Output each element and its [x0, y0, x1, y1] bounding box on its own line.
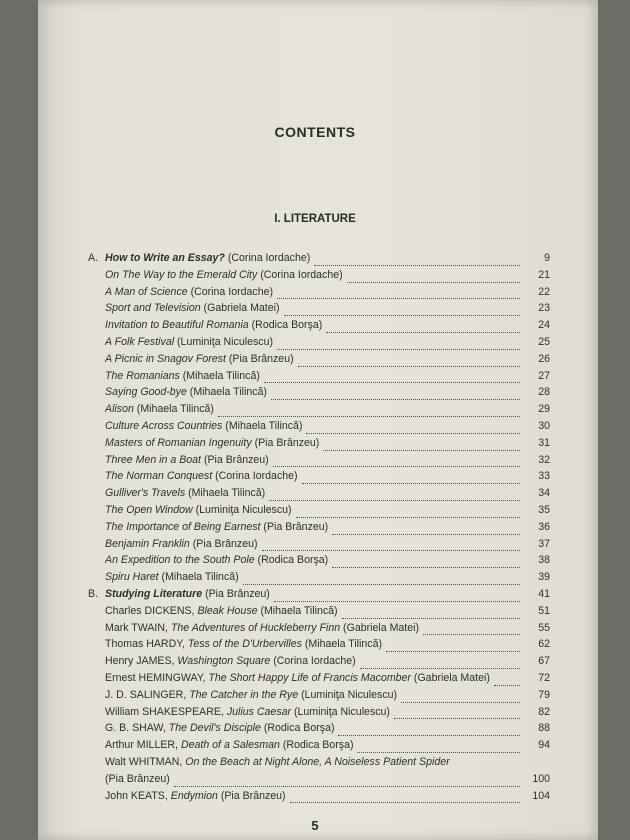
toc-title: How to Write an Essay? [105, 252, 225, 264]
toc-page-number: 21 [538, 268, 550, 281]
toc-page-number: 23 [538, 302, 550, 315]
dot-leader [314, 264, 520, 266]
toc-entry [88, 756, 550, 773]
toc-entry-text [105, 672, 490, 684]
contents-title: CONTENTS [274, 124, 356, 140]
dot-leader [394, 717, 520, 719]
toc-author: (Pia Brânzeu) [260, 520, 329, 533]
toc-page-number: 31 [538, 436, 550, 449]
toc-entry-text [105, 504, 292, 516]
toc-author: (Rodica Borşa) [260, 722, 335, 735]
toc-author-prefix: John KEATS, [105, 789, 171, 802]
toc-entry-text [105, 739, 353, 751]
toc-title: Invitation to Beautiful Romania [105, 319, 249, 332]
toc-author: (Mihaela Tilincă) [301, 638, 382, 651]
toc-title: The Devil's Disciple [168, 722, 261, 735]
dot-leader [243, 583, 520, 585]
toc-title: On the Beach at Night Alone, A Noiseless Patient Spider [185, 755, 450, 768]
toc-title: Bleak House [197, 604, 258, 617]
dot-leader [277, 348, 520, 350]
toc-page-number: 79 [538, 688, 550, 701]
toc-page-number: 29 [538, 403, 550, 416]
toc-entry [88, 588, 550, 605]
toc-author: (Pia Brânzeu) [201, 453, 269, 466]
toc-author: (Gabriela Matei) [200, 302, 280, 315]
dot-leader [423, 633, 520, 635]
toc-entry [88, 655, 550, 672]
toc-title: Tess of the D'Urbervilles [187, 638, 302, 651]
toc-author-prefix: Arthur MILLER, [105, 739, 181, 752]
toc-author: (Mihaela Tilincă) [185, 487, 266, 500]
toc-title: The Importance of Being Earnest [105, 520, 261, 533]
toc-entry-text [105, 252, 310, 264]
toc-author: (Mihaela Tilincă) [133, 403, 214, 416]
toc-title: A Folk Festival [105, 335, 175, 348]
dot-leader [347, 281, 520, 283]
toc-author: (Corina Iordache) [257, 268, 343, 281]
toc-title: An Expedition to the South Pole [105, 554, 255, 567]
toc-title: The Short Happy Life of Francis Macomber [208, 671, 411, 684]
toc-page-number: 34 [538, 487, 550, 500]
toc-page-number: 35 [538, 503, 550, 516]
toc-title: On The Way to the Emerald City [105, 268, 258, 281]
toc-entry-text [105, 722, 334, 734]
toc-title: The Adventures of Huckleberry Finn [170, 621, 341, 634]
toc-title: Studying Literature [105, 587, 203, 600]
toc-page-number: 26 [538, 352, 550, 365]
dot-leader [218, 415, 520, 417]
toc-page-number: 94 [538, 739, 550, 752]
toc-title: Masters of Romanian Ingenuity [105, 436, 252, 449]
toc-entry [88, 336, 550, 353]
toc-page-number: 67 [538, 655, 550, 668]
toc-author: (Corina Iordache) [270, 655, 356, 668]
toc-entry [88, 353, 550, 370]
toc-page-number: 9 [544, 252, 550, 264]
toc-page-number: 39 [538, 571, 550, 584]
toc-page-number: 33 [538, 470, 550, 483]
toc-entry [88, 403, 550, 420]
toc-entry [88, 722, 550, 739]
toc-page-number: 30 [538, 419, 550, 432]
toc-author-prefix: Thomas HARDY, [105, 638, 188, 651]
toc-author: (Rodica Borşa) [248, 319, 323, 332]
toc-entry-text [105, 454, 269, 466]
toc-title: Benjamin Franklin [105, 537, 190, 550]
toc-entry-text [105, 622, 419, 634]
toc-entry [88, 571, 550, 588]
toc-author: (Mihaela Tilincă) [186, 386, 267, 399]
dot-leader [271, 398, 520, 400]
toc-entry [88, 605, 550, 622]
toc-author: (Gabriela Matei) [410, 671, 490, 684]
toc-title: The Romanians [105, 369, 180, 382]
toc-author: (Corina Iordache) [212, 470, 298, 483]
toc-entry [88, 386, 550, 403]
toc-page-number: 22 [538, 285, 550, 298]
toc-page-number: 104 [532, 789, 550, 802]
toc-entry-text [105, 370, 260, 382]
toc-entry [88, 370, 550, 387]
toc-entry-text [105, 689, 397, 701]
toc-page-number: 38 [538, 554, 550, 567]
toc-entry [88, 504, 550, 521]
toc-title: Alison [105, 403, 134, 416]
toc-author: (Luminiţa Niculescu) [192, 503, 292, 516]
toc-entry-text [105, 554, 328, 566]
toc-title: Gulliver's Travels [105, 487, 186, 500]
toc-page-number: 82 [538, 705, 550, 718]
toc-author-prefix: William SHAKESPEARE, [105, 705, 227, 718]
toc-entry [88, 706, 550, 723]
toc-author: (Pia Brânzeu) [202, 587, 270, 600]
toc-entry-text [105, 655, 356, 667]
toc-page-number: 32 [538, 453, 550, 466]
dot-leader [323, 449, 520, 451]
toc-page-number: 51 [538, 604, 550, 617]
toc-entry-text [105, 470, 298, 482]
dot-leader [338, 734, 520, 736]
toc-entry [88, 437, 550, 454]
toc-entry-text [105, 487, 265, 499]
dot-leader [273, 465, 520, 467]
toc-page-number: 28 [538, 386, 550, 399]
toc-entry-text [105, 605, 338, 617]
dot-leader [494, 684, 520, 686]
toc-author: (Mihaela Tilincă) [179, 369, 260, 382]
toc-entry-text [105, 403, 214, 415]
toc-entry-text [105, 302, 280, 314]
toc-entry [88, 672, 550, 689]
toc-entry-text [105, 773, 170, 785]
toc-entry-text [105, 638, 382, 650]
section-heading: I. LITERATURE [274, 213, 356, 225]
toc-author-prefix: J. D. SALINGER, [105, 688, 190, 701]
toc-page-number: 88 [538, 722, 550, 735]
toc-page-number: 62 [538, 638, 550, 651]
dot-leader [269, 499, 520, 501]
toc-author: (Rodica Borşa) [254, 554, 329, 567]
toc-entry [88, 454, 550, 471]
toc-entry-text [105, 420, 302, 432]
toc-author: (Rodica Borşa) [279, 739, 354, 752]
toc-marker: A. [88, 252, 99, 264]
toc-page-number: 24 [538, 319, 550, 332]
toc-author-prefix: Mark TWAIN, [105, 621, 171, 634]
dot-leader [332, 566, 520, 568]
toc-entry [88, 269, 550, 286]
toc-entry [88, 487, 550, 504]
toc-title: Endymion [170, 789, 218, 802]
toc-title: Three Men in a Boat [105, 453, 201, 466]
toc-entry-text [105, 538, 258, 550]
toc-page-number: 72 [538, 671, 550, 684]
dot-leader [174, 785, 520, 787]
toc-entry [88, 689, 550, 706]
toc-author: (Pia Brânzeu) [251, 436, 320, 449]
toc-title: The Norman Conquest [105, 470, 213, 483]
table-of-contents [88, 252, 550, 806]
dot-leader [296, 516, 520, 518]
toc-entry [88, 554, 550, 571]
toc-entry-text [105, 437, 319, 449]
toc-author: (Pia Brânzeu) [189, 537, 258, 550]
toc-entry-text [105, 756, 450, 768]
toc-title: Death of a Salesman [180, 739, 280, 752]
toc-author: (Gabriela Matei) [340, 621, 419, 634]
toc-entry-text [105, 336, 273, 348]
toc-title: Washington Square [177, 655, 271, 668]
toc-author: (Luminiţa Niculescu) [291, 705, 390, 718]
toc-title: A Picnic in Snagov Forest [105, 352, 226, 365]
toc-page-number: 55 [538, 621, 550, 634]
dot-leader [290, 801, 520, 803]
toc-author: (Mihaela Tilincă) [222, 419, 303, 432]
toc-entry-text [105, 588, 270, 600]
dot-leader [262, 549, 520, 551]
toc-page-number: 27 [538, 369, 550, 382]
toc-author: (Pia Brânzeu) [225, 352, 294, 365]
dot-leader [326, 331, 520, 333]
dot-leader [401, 701, 520, 703]
toc-author: (Corina Iordache) [224, 252, 311, 264]
toc-author: (Mihaela Tilincă) [257, 604, 338, 617]
toc-entry-text [105, 286, 273, 298]
toc-entry [88, 319, 550, 336]
toc-entry-text [105, 571, 239, 583]
toc-author: (Mihaela Tilincă) [158, 571, 239, 584]
toc-entry-text [105, 706, 390, 718]
toc-entry-text [105, 386, 267, 398]
toc-author: (Corina Iordache) [187, 285, 274, 298]
dot-leader [284, 314, 521, 316]
toc-author-prefix: G. B. SHAW, [105, 722, 169, 735]
toc-page-number: 37 [538, 537, 550, 550]
dot-leader [342, 617, 520, 619]
toc-author-prefix: Walt WHITMAN, [105, 755, 186, 768]
toc-entry-text [105, 269, 343, 281]
toc-title: Culture Across Countries [105, 419, 223, 432]
toc-title: Saying Good-bye [105, 386, 187, 399]
dot-leader [360, 667, 520, 669]
toc-title: The Open Window [105, 503, 193, 516]
toc-title: Sport and Television [105, 302, 201, 315]
toc-entry-text [105, 319, 322, 331]
toc-entry [88, 538, 550, 555]
toc-page-number: 36 [538, 520, 550, 533]
toc-entry [88, 638, 550, 655]
dot-leader [302, 482, 520, 484]
toc-author-prefix: Charles DICKENS, [105, 604, 198, 617]
dot-leader [306, 432, 520, 434]
toc-author: (Luminiţa Niculescu) [174, 335, 273, 348]
toc-entry [88, 773, 550, 790]
toc-entry-text [105, 790, 286, 802]
toc-page-number: 25 [538, 335, 550, 348]
toc-author: (Luminiţa Niculescu) [298, 688, 398, 701]
toc-entry [88, 286, 550, 303]
dot-leader [298, 365, 520, 367]
dot-leader [357, 751, 520, 753]
toc-author: (Pia Brânzeu) [217, 789, 286, 802]
toc-author: (Pia Brânzeu) [105, 772, 170, 785]
toc-entry [88, 739, 550, 756]
dot-leader [274, 600, 520, 602]
toc-page-number: 100 [532, 772, 550, 785]
toc-title: Julius Caesar [226, 705, 292, 718]
dot-leader [332, 533, 520, 535]
toc-entry [88, 302, 550, 319]
toc-author-prefix: Ernest HEMINGWAY, [105, 671, 209, 684]
toc-entry [88, 790, 550, 807]
page-number: 5 [311, 818, 319, 833]
toc-title: The Catcher in the Rye [189, 688, 299, 701]
toc-entry [88, 252, 550, 269]
toc-page-number: 41 [538, 587, 550, 600]
toc-entry [88, 420, 550, 437]
dot-leader [386, 650, 520, 652]
dot-leader [277, 297, 520, 299]
toc-entry [88, 622, 550, 639]
toc-entry-text [105, 353, 294, 365]
toc-marker: B. [88, 587, 99, 600]
dot-leader [264, 381, 520, 383]
toc-title: Spiru Haret [105, 571, 159, 584]
toc-entry-text [105, 521, 328, 533]
toc-entry [88, 521, 550, 538]
toc-title: A Man of Science [105, 285, 188, 298]
toc-entry [88, 470, 550, 487]
toc-author-prefix: Henry JAMES, [105, 655, 178, 668]
